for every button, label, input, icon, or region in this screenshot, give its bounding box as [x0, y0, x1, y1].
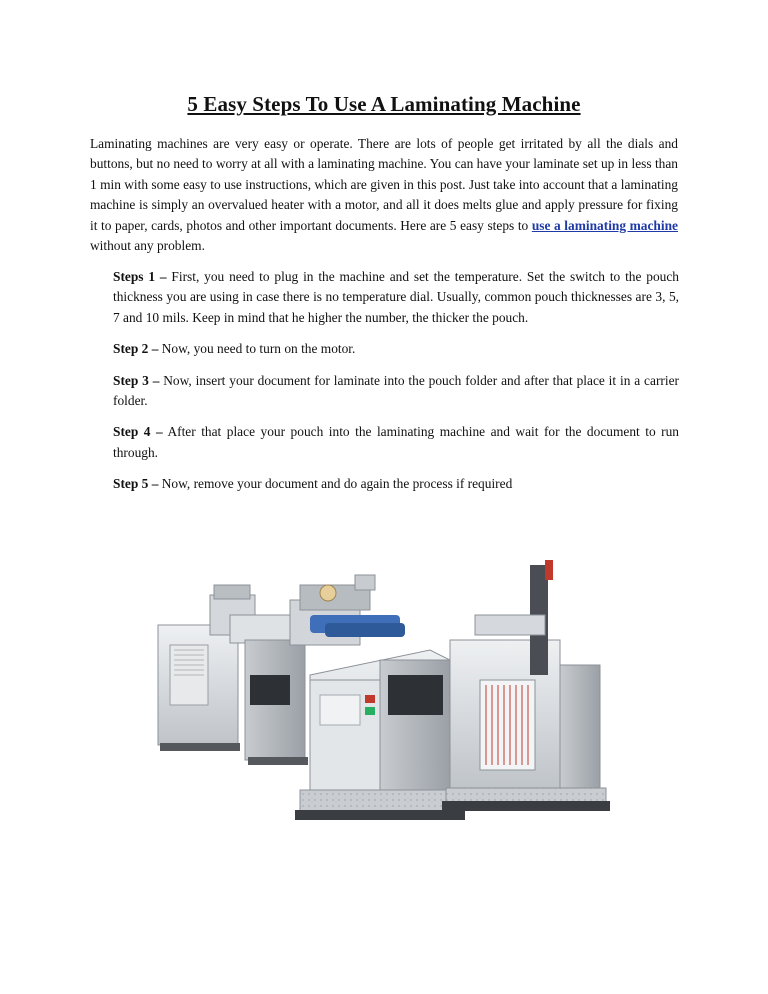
intro-text: Laminating machines are very easy or operate. There are lots of people get irritated by all the dials and buttons, but no need to worry at all with a laminating machine. You can have your laminate set up in less than 1 min with some easy to use instructions, which are given in this post. Just take into account that a laminating machine is simply an overvalued heater with a motor, and all it does melts glue and apply pressure for fixing it to paper, cards, photos and other important documents. Here are 5 easy steps to	[90, 136, 678, 233]
step-label: Step 5 –	[113, 476, 159, 492]
stacker-unit	[442, 560, 610, 811]
laminator-unit	[295, 650, 465, 820]
step-5	[113, 474, 679, 494]
step-text: Now, insert your document for laminate into the pouch folder and after that place it in a carrier folder.	[113, 372, 679, 409]
intro-text-end: without any problem.	[90, 238, 205, 254]
intro-paragraph	[90, 134, 678, 256]
document-title: 5 Easy Steps To Use A Laminating Machine	[187, 92, 581, 116]
steps-list	[113, 267, 679, 506]
step-2	[113, 339, 679, 359]
step-label: Step 2 –	[113, 341, 159, 357]
step-text: First, you need to plug in the machine and set the temperature. Set the switch to the pouch thickness you are using in case there is no temperature dial. Usually, common pouch thicknesses are 3, 5, 7 and 10 mils. Keep in mind that he higher the number, the thicker the pouch.	[113, 269, 679, 325]
step-label: Step 4 –	[113, 424, 163, 440]
laminating-machine-image	[150, 545, 620, 845]
step-1	[113, 267, 679, 328]
step-3	[113, 371, 679, 412]
step-text: Now, remove your document and do again the process if required	[158, 476, 513, 492]
step-label: Step 3 –	[113, 372, 160, 388]
step-text: Now, you need to turn on the motor.	[158, 341, 356, 357]
step-4	[113, 422, 679, 463]
step-label: Steps 1 –	[113, 269, 167, 284]
step-text: After that place your pouch into the laminating machine and wait for the document to run through.	[113, 424, 679, 460]
laminating-machine-link[interactable]: use a laminating machine	[531, 217, 678, 233]
